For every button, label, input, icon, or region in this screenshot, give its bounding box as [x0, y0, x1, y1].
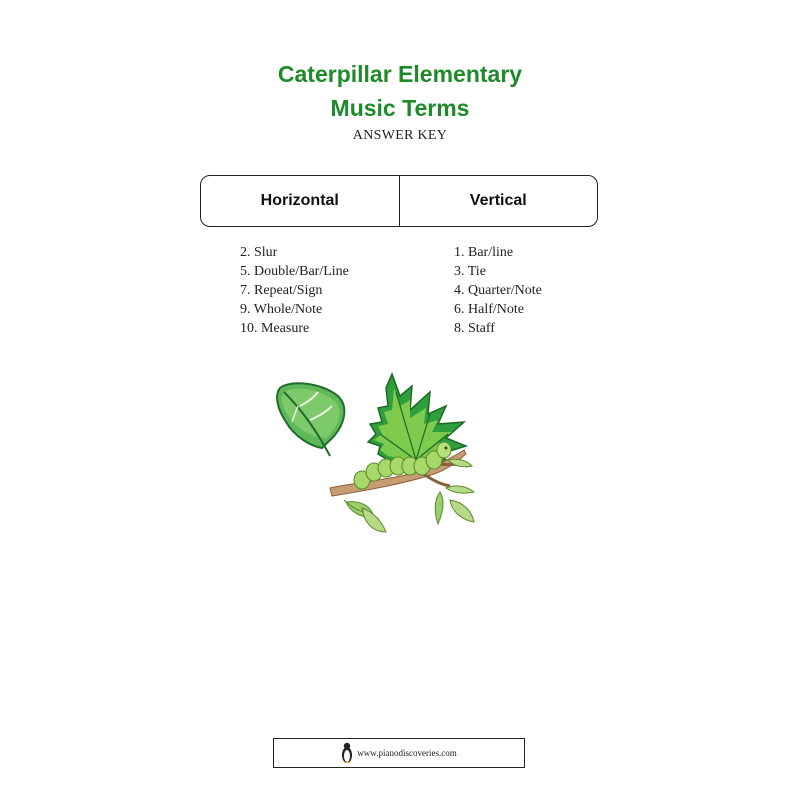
- list-item: 6. Half/Note: [454, 302, 524, 317]
- horizontal-answers-list: [240, 243, 349, 338]
- caterpillar-illustration: [270, 362, 500, 542]
- header-vertical: Vertical: [469, 192, 527, 209]
- list-item: 9. Whole/Note: [240, 302, 323, 317]
- penguin-logo-icon: [341, 742, 353, 764]
- answer-table-header: [200, 175, 598, 227]
- page-title-line2: Music Terms: [330, 95, 470, 121]
- vertical-answers-list: [454, 243, 542, 338]
- heart-leaf-icon: [277, 383, 344, 456]
- list-item: 7. Repeat/Sign: [240, 283, 323, 298]
- maple-leaf-icon: [368, 374, 466, 470]
- answer-key-subtitle: ANSWER KEY: [352, 128, 448, 143]
- list-item: 2. Slur: [240, 245, 278, 260]
- list-item: 4. Quarter/Note: [454, 283, 542, 298]
- list-item: 5. Double/Bar/Line: [240, 264, 349, 279]
- list-item: 10. Measure: [240, 321, 310, 336]
- list-item: 3. Tie: [454, 264, 486, 279]
- header-horizontal: Horizontal: [201, 176, 400, 226]
- website-footer: [273, 738, 525, 768]
- page-title-line1: Caterpillar Elementary: [277, 61, 523, 87]
- list-item: 1. Bar/line: [454, 245, 514, 260]
- website-link[interactable]: www.pianodiscoveries.com: [357, 748, 457, 758]
- list-item: 8. Staff: [454, 321, 495, 336]
